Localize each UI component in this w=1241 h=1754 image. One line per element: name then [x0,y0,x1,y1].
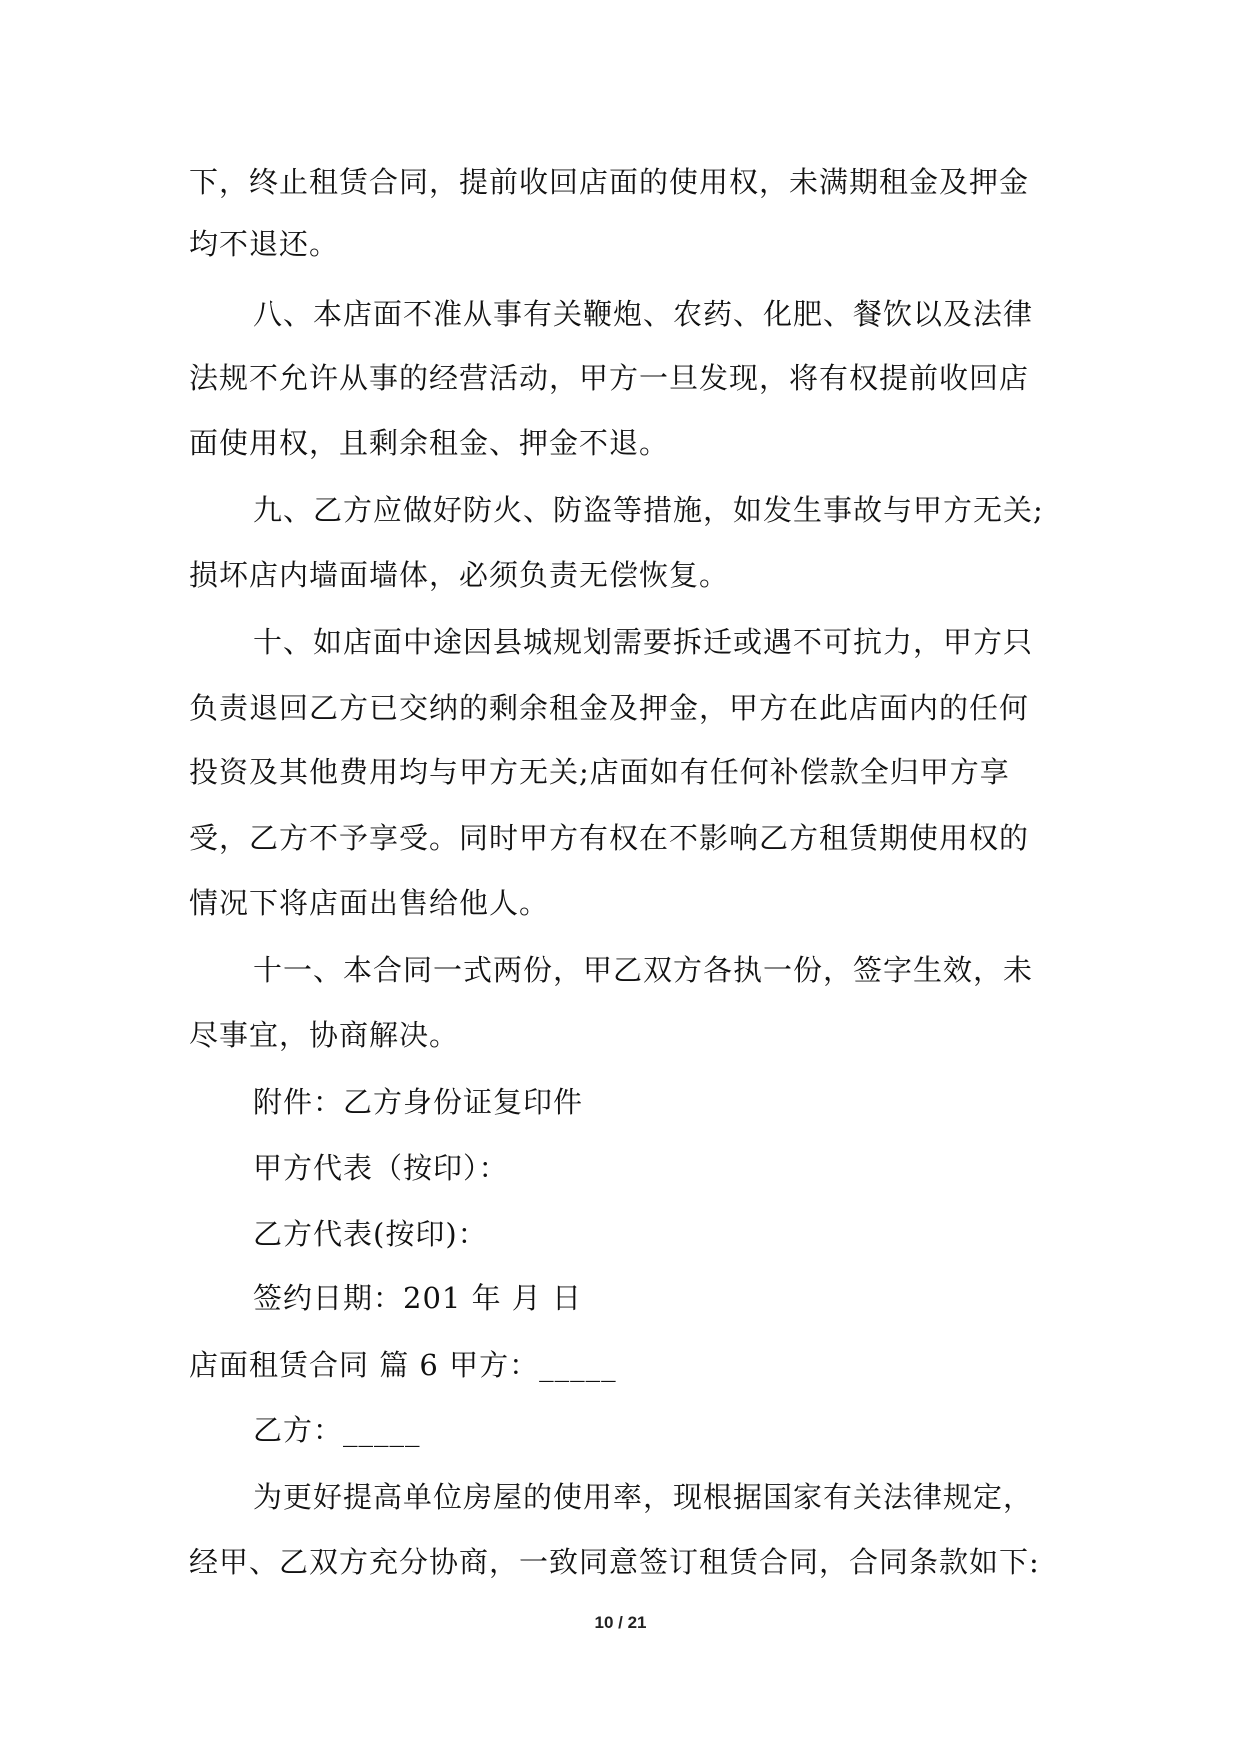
text-line: 损坏店内墙面墙体，必须负责无偿恢复。 [189,558,730,592]
text-line: 为更好提高单位房屋的使用率，现根据国家有关法律规定， [253,1480,1034,1514]
text-line: 九、乙方应做好防火、防盗等措施，如发生事故与甲方无关; [253,493,1044,527]
text-line: 均不退还。 [189,227,340,261]
text-line: 乙方代表(按印)： [253,1217,488,1251]
text-line: 甲方代表（按印）： [253,1151,509,1185]
text-line: 情况下将店面出售给他人。 [189,886,550,920]
text-line: 受，乙方不予享受。同时甲方有权在不影响乙方租赁期使用权的 [189,821,1030,855]
text-line: 经甲、乙双方充分协商，一致同意签订租赁合同，合同条款如下: [189,1545,1040,1579]
text-line: 签约日期：201 年 月 日 [253,1281,583,1315]
text-line: 乙方：_____ [253,1413,421,1447]
section-heading: 店面租赁合同 篇 6 甲方：_____ [189,1348,617,1382]
text-line: 法规不允许从事的经营活动，甲方一旦发现，将有权提前收回店 [189,361,1030,395]
page-number: 10 / 21 [594,1613,647,1632]
text-line: 尽事宜，协商解决。 [189,1018,460,1052]
text-line: 面使用权，且剩余租金、押金不退。 [189,426,670,460]
text-line: 八、本店面不准从事有关鞭炮、农药、化肥、餐饮以及法律 [253,297,1034,331]
text-line: 负责退回乙方已交纳的剩余租金及押金，甲方在此店面内的任何 [189,691,1030,725]
text-line: 十一、本合同一式两份，甲乙双方各执一份，签字生效，未 [253,953,1034,987]
text-line: 十、如店面中途因县城规划需要拆迁或遇不可抗力，甲方只 [253,625,1034,659]
text-line: 下，终止租赁合同，提前收回店面的使用权，未满期租金及押金 [189,165,1030,199]
text-line: 投资及其他费用均与甲方无关;店面如有任何补偿款全归甲方享 [189,755,1010,789]
text-line: 附件：乙方身份证复印件 [253,1085,584,1119]
